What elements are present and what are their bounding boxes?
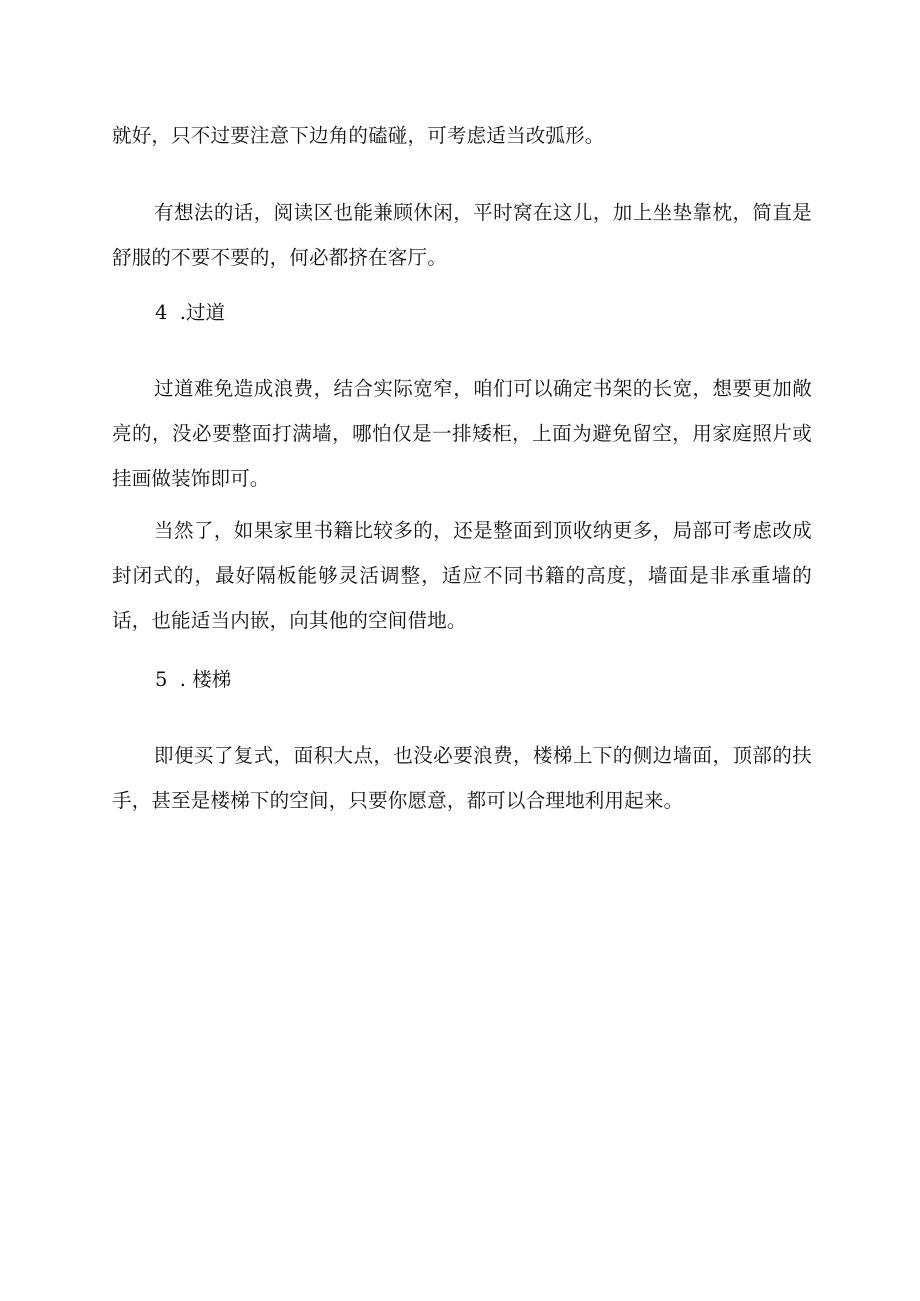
paragraph-corridor-1: 过道难免造成浪费，结合实际宽窄，咱们可以确定书架的长宽，想要更加敞亮的，没必要整面打满墙，哪怕仅是一排矮柜，上面为避免留空，用家庭照片或挂画做装饰即可。: [112, 377, 812, 490]
paragraph-continuation: 就好，只不过要注意下边角的磕碰，可考虑适当改弧形。: [112, 124, 605, 147]
paragraph-corridor-2: 当然了，如果家里书籍比较多的，还是整面到顶收纳更多，局部可考虑改成封闭式的，最好隔板能够灵活调整，适应不同书籍的高度，墙面是非承重墙的话，也能适当内嵌，向其他的空间借地。: [112, 519, 812, 632]
paragraph-stairs: 即便买了复式，面积大点，也没必要浪费，楼梯上下的侧边墙面，顶部的扶手，甚至是楼梯下的空间，只要你愿意，都可以合理地利用起来。: [112, 744, 812, 812]
paragraph-reading-area: 有想法的话，阅读区也能兼顾休闲，平时窝在这儿，加上坐垫靠枕，简直是舒服的不要不要的，何必都挤在客厅。: [112, 201, 812, 269]
section-heading-corridor: 4 .过道: [155, 301, 226, 324]
section-heading-stairs: 5 . 楼梯: [155, 668, 232, 691]
